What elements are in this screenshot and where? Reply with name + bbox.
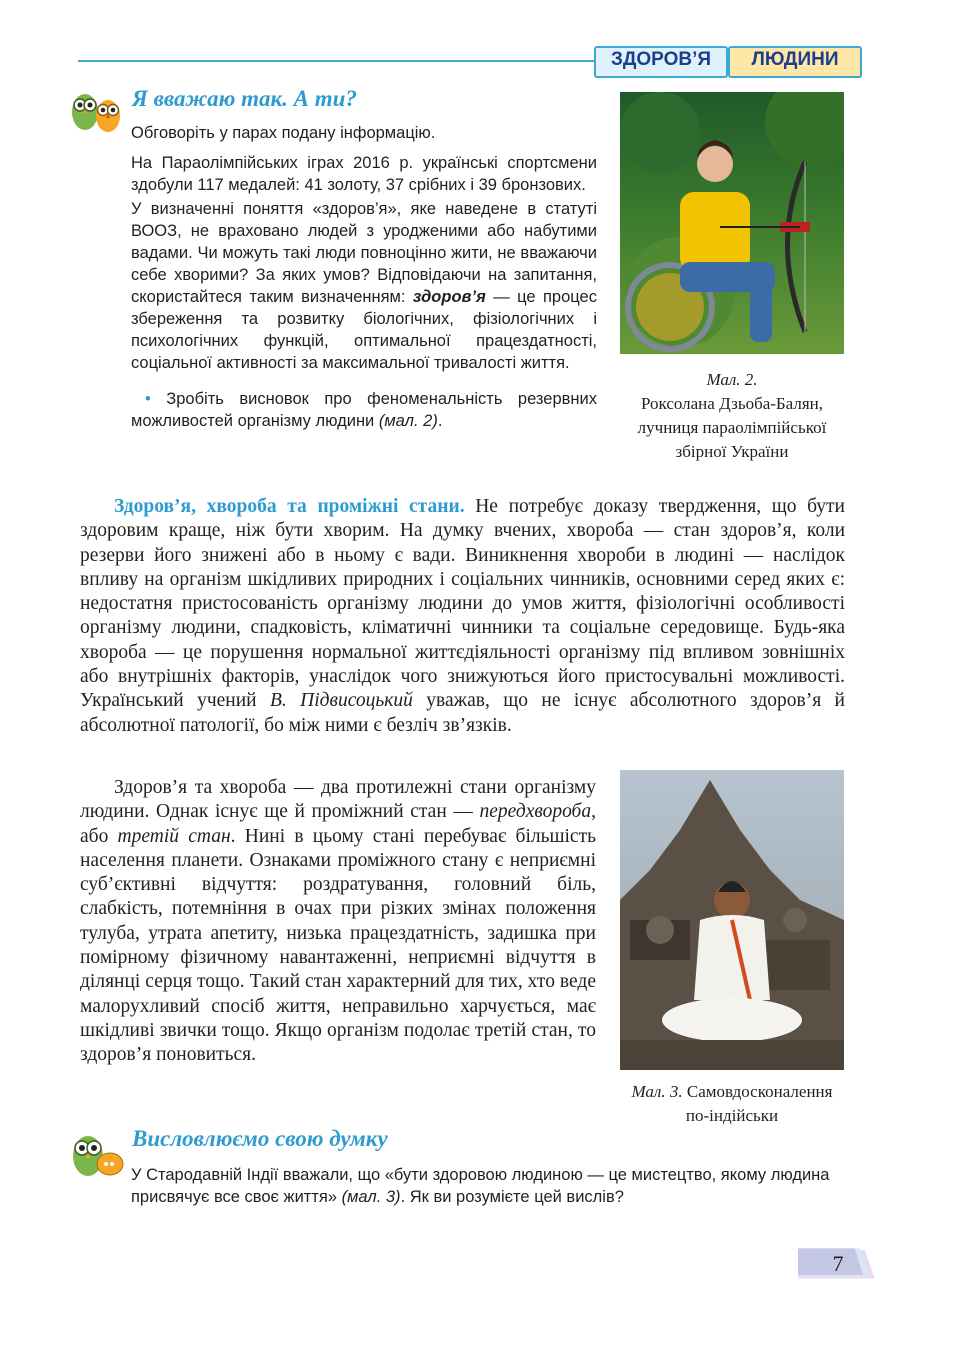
box1-p1: На Параолімпійських іграх 2016 р. українські спортсмени здобули 117 медалей: 41 золоту, 37 срібних і 39 бронзових. xyxy=(131,154,597,194)
box2-title: Висловлюємо свою думку xyxy=(132,1126,388,1151)
box1-bullet: • Зробіть висновок про феноменальність резервних можливостей організму людини (мал. 2). xyxy=(131,390,597,430)
box1-p2: У визначенні поняття «здоров’я», яке наведене в статуті ВООЗ, не враховано людей з уродженими або набутими вадами. Чи можуть такі люди повноцінно жити, не вважаючи себе хворими? За яких умов? Відповідаючи на запитання, скористайтеся таким визначенням: здоров’я — це процес збереження та розвитку біологічних, фізіологічних і психологічних функцій, оптимальної працездатності, соціальної активності за максимальної тривалості життя. xyxy=(131,200,597,372)
box1-intro: Обговоріть у парах подану інформацію. xyxy=(131,124,436,142)
box2-text: У Стародавній Індії вважали, що «бути здоровою людиною — це мистецтво, якому людина присвячує все своє життя» (мал. 3). Як ви розумієте цей вислів? xyxy=(131,1166,830,1206)
header-rule xyxy=(78,60,598,62)
box1-text xyxy=(131,122,597,434)
main-paragraph-2: Здоров’я та хвороба — два протилежні стани організму людини. Однак існує ще й проміжний стан — передхвороба, або третій стан. Нині в цьому стані перебуває більшість населення планети. Ознаками проміжного стану є неприємні суб’єктивні відчуття: роздратування, головний біль, слабкість, потемніння в очах при різких змінах положення тулуба, утрата апетиту, низька працездатність, задишка при помірному фізичному навантаженні, неприємні відчуття в ділянці серця тощо. Такий стан характерний для тих, хто веде малорухливий спосіб життя, неправильно харчується, має шкідливі звички тощо. Якщо організм подолає третій стан, то здоров’я поновиться. xyxy=(80,777,596,1066)
fig3-caption: Мал. 3. Самовдосконалення по-індійськи xyxy=(631,1082,833,1125)
meditation-photo xyxy=(620,770,844,1070)
owls-icon xyxy=(70,86,122,136)
page-number: 7 xyxy=(832,1251,844,1276)
box1-title: Я вважаю так. А ти? xyxy=(132,86,357,111)
header-tab-health: ЗДОРОВ’Я xyxy=(594,46,728,78)
archer-photo xyxy=(620,92,844,354)
fig2-caption: Мал. 2. Роксолана Дзьоба-Балян, лучниця параолімпійської збірної України xyxy=(637,370,827,461)
main-paragraph-1: Здоров’я, хвороба та проміжні стани. Не потребує доказу твердження, що бути здоровим краще, ніж бути хворим. На думку вчених, хвороба — стан здоров’я, коли резерви його знижені або в ньому є вади. Виникнення хвороби в людині — наслідок впливу на організм шкідливих природних і соціальних чинників, основними серед яких є: недостатня пристосованість організму людини до умов життя, фізіологічні особливості організму людини, спадковість, кліматичні чинники та соціальне середовище. Будь-яка хвороба — це порушення нормальної життєдіяльності організму під впливом зовнішніх або внутрішніх факторів, унаслідок чого знижуються його пристосувальні можливості. Український учений В. Підвисоцький уважав, що не існує абсолютного здоров’я й абсолютної патології, бо між ними є безліч зв’язків. xyxy=(80,496,845,736)
header-tab-human: ЛЮДИНИ xyxy=(728,46,862,78)
owl-speaking-icon xyxy=(70,1128,126,1180)
